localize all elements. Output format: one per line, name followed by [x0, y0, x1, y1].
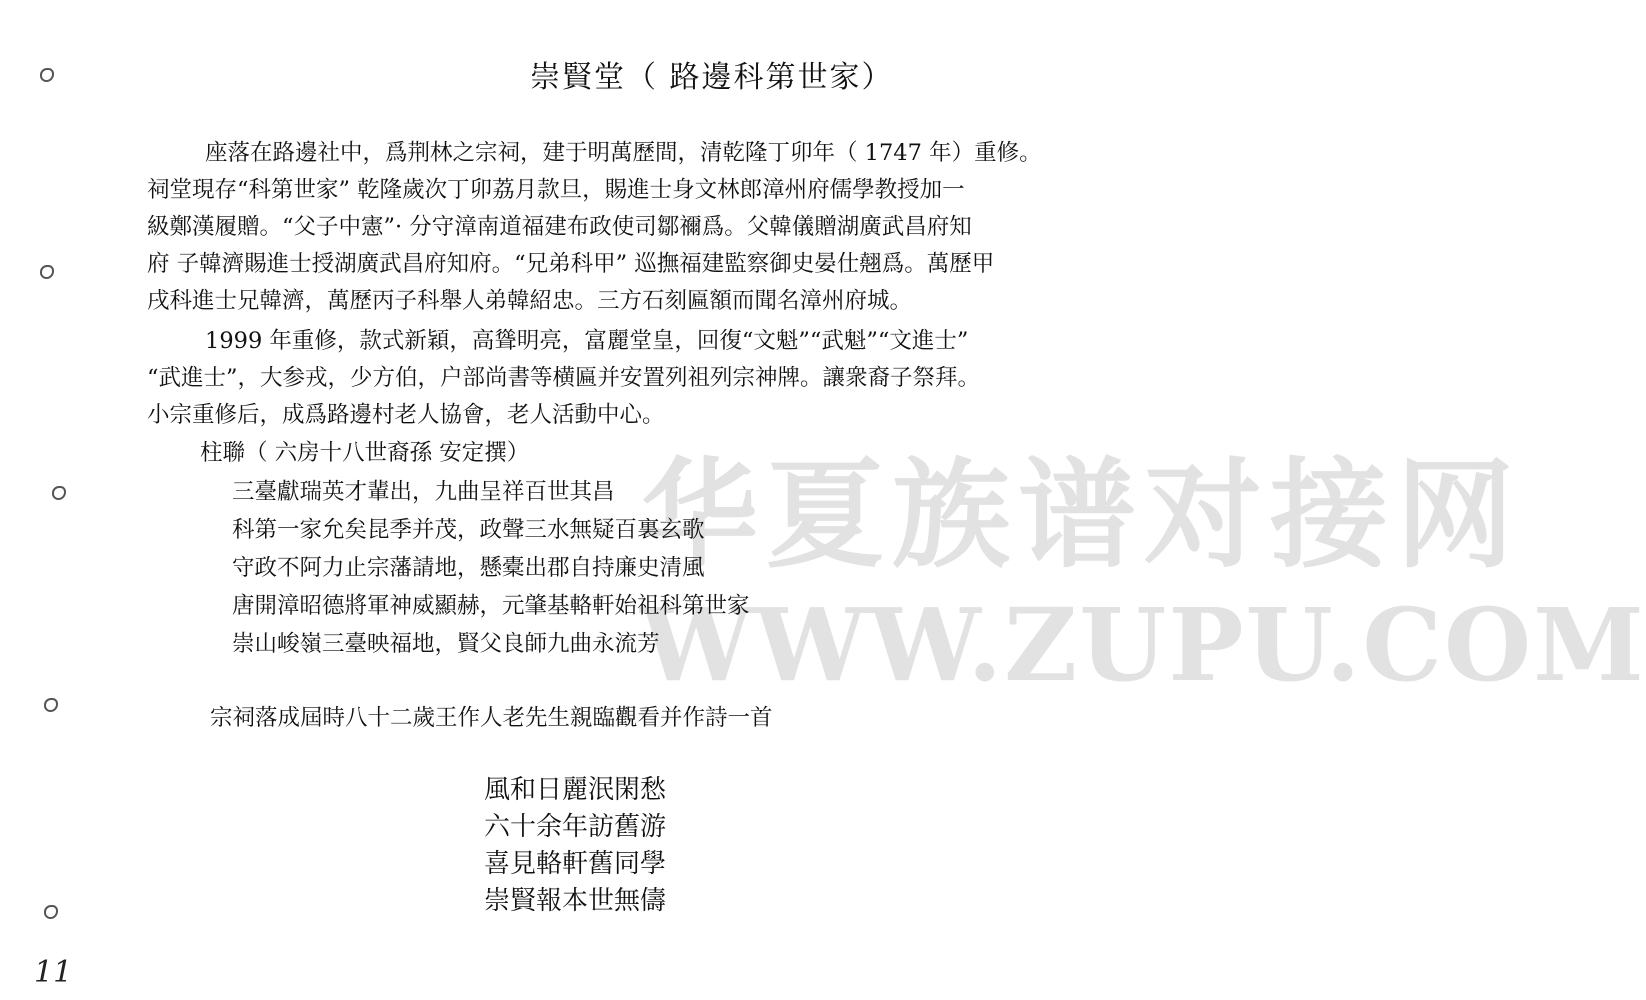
poem-intro: 宗祠落成屆時八十二歲王作人老先生親臨觀看并作詩一首	[210, 705, 773, 731]
punch-hole-icon	[40, 265, 54, 279]
couplet-line: 三臺獻瑞英才輩出，九曲呈祥百世其昌	[232, 479, 615, 505]
paragraph-line: 級鄭漢履贈。“父子中憲”· 分守漳南道福建布政使司鄒禰爲。父韓儀贈湖廣武昌府知	[147, 214, 972, 240]
watermark-cn: 华夏族谱对接网	[640, 445, 1523, 584]
punch-hole-icon	[44, 905, 58, 919]
paragraph-line: 1999 年重修，款式新穎，高聳明亮，富麗堂皇，回復“文魁”“武魁”“文進士”	[205, 328, 969, 354]
paragraph-line: “武進士”，大参戎，少方伯，户部尚書等横匾并安置列祖列宗神牌。讓衆裔子祭拜。	[147, 365, 981, 391]
punch-hole-icon	[52, 486, 66, 500]
watermark-en: WWW.ZUPU.COM	[640, 586, 1646, 704]
punch-hole-icon	[40, 68, 54, 82]
couplet-line: 科第一家允矣昆季并茂，政聲三水無疑百裏玄歌	[232, 517, 705, 543]
paragraph-line: 小宗重修后，成爲路邊村老人協會，老人活動中心。	[147, 402, 665, 428]
poem-line: 風和日麗泯閑愁	[484, 775, 667, 805]
paragraph-line: 戌科進士兄韓濟，萬歷丙子科舉人弟韓紹忠。三方石刻匾額而聞名漳州府城。	[147, 288, 913, 314]
couplet-line: 崇山峻嶺三臺映福地，賢父良師九曲永流芳	[232, 631, 660, 657]
couplet-heading: 柱聯（ 六房十八世裔孫 安定撰）	[200, 440, 530, 466]
punch-hole-icon	[44, 698, 58, 712]
poem-line: 崇賢報本世無儔	[484, 886, 667, 916]
couplet-list	[232, 473, 750, 663]
history-paragraph	[147, 135, 1187, 320]
page-title: 崇賢堂（ 路邊科第世家）	[530, 60, 894, 95]
paragraph-line: 府 子韓濟賜進士授湖廣武昌府知府。“兄弟科甲” 巡撫福建監察御史晏仕翹爲。萬歷甲	[147, 251, 995, 277]
couplet-line: 唐開漳昭德將軍神威顯赫，元肇基輅軒始祖科第世家	[232, 593, 750, 619]
couplet-line: 守政不阿力止宗藩請地，懸橐出郡自持廉史清風	[232, 555, 705, 581]
restoration-paragraph	[147, 323, 1187, 434]
poem-line: 喜見輅軒舊同學	[484, 849, 667, 879]
page-number: 11	[34, 955, 73, 990]
poem	[484, 772, 666, 920]
poem-line: 六十余年訪舊游	[484, 812, 667, 842]
paragraph-line: 祠堂現存“科第世家” 乾隆歲次丁卯荔月款旦，賜進士身文林郎漳州府儒學教授加一	[147, 177, 965, 203]
paragraph-line: 座落在路邊社中，爲荆林之宗祠，建于明萬歷間，清乾隆丁卯年（ 1747 年）重修。	[205, 140, 1042, 166]
